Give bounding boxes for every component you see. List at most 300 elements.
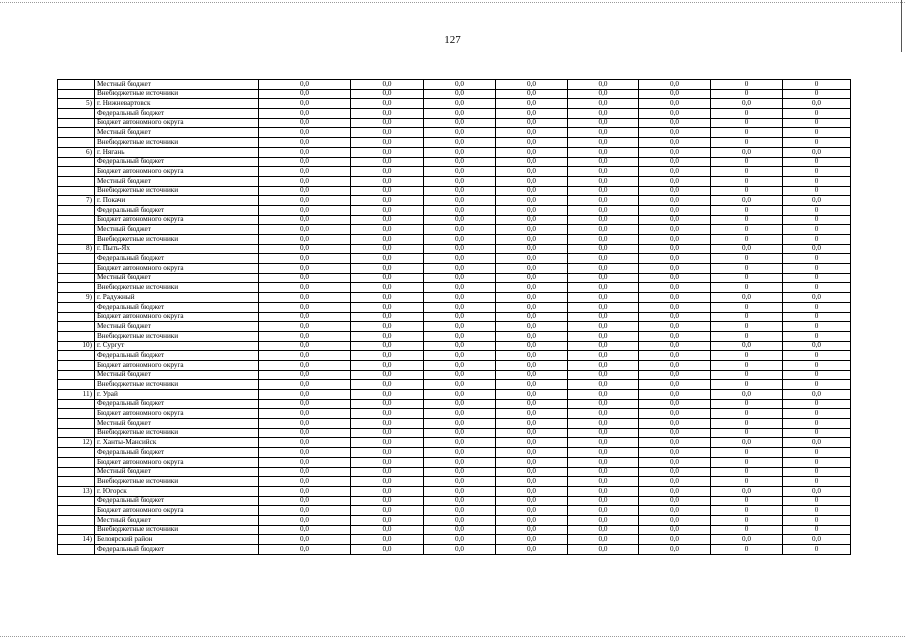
value-cell: 0 xyxy=(711,273,783,283)
value-cell: 0,0 xyxy=(639,448,711,458)
value-cell: 0 xyxy=(711,370,783,380)
value-cell: 0,0 xyxy=(351,215,424,225)
value-cell: 0 xyxy=(783,525,851,535)
value-cell: 0,0 xyxy=(424,486,496,496)
value-cell: 0,0 xyxy=(568,147,639,157)
value-cell: 0 xyxy=(711,351,783,361)
value-cell: 0 xyxy=(711,399,783,409)
value-cell: 0 xyxy=(783,370,851,380)
value-cell: 0,0 xyxy=(783,147,851,157)
value-cell: 0,0 xyxy=(424,399,496,409)
value-cell: 0,0 xyxy=(496,351,568,361)
value-cell: 0,0 xyxy=(259,99,351,109)
value-cell: 0 xyxy=(711,496,783,506)
table-row xyxy=(58,380,851,390)
value-cell: 0 xyxy=(783,419,851,429)
row-label: г. Югорск xyxy=(95,486,259,496)
value-cell: 0 xyxy=(711,128,783,138)
value-cell: 0,0 xyxy=(351,515,424,525)
row-label: Бюджет автономного округа xyxy=(95,360,259,370)
row-label: Внебюджетные источники xyxy=(95,283,259,293)
value-cell: 0,0 xyxy=(639,225,711,235)
value-cell: 0,0 xyxy=(568,128,639,138)
value-cell: 0 xyxy=(783,360,851,370)
row-label: Федеральный бюджет xyxy=(95,399,259,409)
value-cell: 0,0 xyxy=(259,515,351,525)
value-cell: 0,0 xyxy=(259,341,351,351)
value-cell: 0,0 xyxy=(639,244,711,254)
value-cell: 0,0 xyxy=(568,235,639,245)
row-number xyxy=(58,80,95,90)
value-cell: 0,0 xyxy=(259,225,351,235)
row-label: г. Нягань xyxy=(95,147,259,157)
value-cell: 0,0 xyxy=(496,293,568,303)
row-label: Местный бюджет xyxy=(95,419,259,429)
value-cell: 0,0 xyxy=(639,109,711,119)
value-cell: 0,0 xyxy=(639,235,711,245)
table-row xyxy=(58,99,851,109)
value-cell: 0,0 xyxy=(424,118,496,128)
row-label: Федеральный бюджет xyxy=(95,302,259,312)
value-cell: 0,0 xyxy=(424,370,496,380)
table-row xyxy=(58,341,851,351)
value-cell: 0,0 xyxy=(424,186,496,196)
value-cell: 0,0 xyxy=(568,302,639,312)
value-cell: 0 xyxy=(711,360,783,370)
row-number xyxy=(58,273,95,283)
value-cell: 0,0 xyxy=(351,390,424,400)
value-cell: 0,0 xyxy=(639,138,711,148)
row-label: Бюджет автономного округа xyxy=(95,167,259,177)
value-cell: 0,0 xyxy=(639,254,711,264)
value-cell: 0 xyxy=(783,380,851,390)
value-cell: 0,0 xyxy=(259,525,351,535)
table-row xyxy=(58,438,851,448)
value-cell: 0,0 xyxy=(568,545,639,555)
value-cell: 0 xyxy=(711,448,783,458)
value-cell: 0,0 xyxy=(568,215,639,225)
budget-table xyxy=(57,79,851,555)
table-row xyxy=(58,360,851,370)
row-number xyxy=(58,215,95,225)
value-cell: 0,0 xyxy=(259,380,351,390)
value-cell: 0 xyxy=(711,215,783,225)
row-label: Внебюджетные источники xyxy=(95,428,259,438)
value-cell: 0,0 xyxy=(639,157,711,167)
value-cell: 0,0 xyxy=(639,293,711,303)
value-cell: 0,0 xyxy=(568,109,639,119)
value-cell: 0,0 xyxy=(424,419,496,429)
table-row xyxy=(58,428,851,438)
value-cell: 0,0 xyxy=(424,167,496,177)
value-cell: 0 xyxy=(711,157,783,167)
value-cell: 0,0 xyxy=(496,506,568,516)
table-row xyxy=(58,128,851,138)
value-cell: 0,0 xyxy=(568,370,639,380)
value-cell: 0,0 xyxy=(259,399,351,409)
value-cell: 0 xyxy=(783,89,851,99)
value-cell: 0,0 xyxy=(259,486,351,496)
row-label: Местный бюджет xyxy=(95,273,259,283)
value-cell: 0,0 xyxy=(259,186,351,196)
value-cell: 0 xyxy=(783,157,851,167)
value-cell: 0,0 xyxy=(496,99,568,109)
value-cell: 0,0 xyxy=(351,351,424,361)
row-label: Бюджет автономного округа xyxy=(95,264,259,274)
row-number xyxy=(58,457,95,467)
table-row xyxy=(58,167,851,177)
value-cell: 0 xyxy=(711,545,783,555)
value-cell: 0,0 xyxy=(424,215,496,225)
table-row xyxy=(58,457,851,467)
row-number xyxy=(58,515,95,525)
value-cell: 0 xyxy=(783,109,851,119)
value-cell: 0,0 xyxy=(424,322,496,332)
value-cell: 0,0 xyxy=(639,99,711,109)
value-cell: 0,0 xyxy=(639,322,711,332)
value-cell: 0,0 xyxy=(639,535,711,545)
row-number: 5) xyxy=(58,99,95,109)
row-label: г. Радужный xyxy=(95,293,259,303)
value-cell: 0,0 xyxy=(351,312,424,322)
value-cell: 0,0 xyxy=(424,205,496,215)
value-cell: 0,0 xyxy=(639,176,711,186)
row-label: Внебюджетные источники xyxy=(95,477,259,487)
row-label: Федеральный бюджет xyxy=(95,205,259,215)
value-cell: 0,0 xyxy=(639,196,711,206)
row-label: г. Пыть-Ях xyxy=(95,244,259,254)
value-cell: 0,0 xyxy=(351,535,424,545)
value-cell: 0,0 xyxy=(639,390,711,400)
row-number xyxy=(58,351,95,361)
value-cell: 0,0 xyxy=(259,167,351,177)
value-cell: 0 xyxy=(783,331,851,341)
row-label: г. Нижневартовск xyxy=(95,99,259,109)
row-number xyxy=(58,399,95,409)
row-label: Внебюджетные источники xyxy=(95,235,259,245)
table-row xyxy=(58,506,851,516)
value-cell: 0,0 xyxy=(351,89,424,99)
value-cell: 0,0 xyxy=(259,496,351,506)
value-cell: 0 xyxy=(783,138,851,148)
value-cell: 0,0 xyxy=(351,109,424,119)
value-cell: 0 xyxy=(711,225,783,235)
value-cell: 0 xyxy=(783,205,851,215)
value-cell: 0,0 xyxy=(496,80,568,90)
value-cell: 0,0 xyxy=(568,360,639,370)
row-label: Федеральный бюджет xyxy=(95,448,259,458)
row-label: Местный бюджет xyxy=(95,225,259,235)
value-cell: 0,0 xyxy=(711,147,783,157)
value-cell: 0,0 xyxy=(351,341,424,351)
row-number xyxy=(58,225,95,235)
value-cell: 0 xyxy=(783,322,851,332)
value-cell: 0 xyxy=(711,302,783,312)
value-cell: 0 xyxy=(711,205,783,215)
value-cell: 0,0 xyxy=(351,147,424,157)
value-cell: 0,0 xyxy=(351,138,424,148)
value-cell: 0,0 xyxy=(568,419,639,429)
row-number xyxy=(58,322,95,332)
value-cell: 0,0 xyxy=(496,302,568,312)
value-cell: 0 xyxy=(783,302,851,312)
value-cell: 0,0 xyxy=(259,138,351,148)
table-row xyxy=(58,186,851,196)
value-cell: 0 xyxy=(711,118,783,128)
value-cell: 0,0 xyxy=(496,215,568,225)
value-cell: 0,0 xyxy=(568,438,639,448)
value-cell: 0,0 xyxy=(351,176,424,186)
row-label: Местный бюджет xyxy=(95,80,259,90)
value-cell: 0 xyxy=(783,186,851,196)
value-cell: 0,0 xyxy=(496,109,568,119)
value-cell: 0 xyxy=(783,167,851,177)
value-cell: 0 xyxy=(711,419,783,429)
value-cell: 0,0 xyxy=(259,205,351,215)
row-label: Бюджет автономного округа xyxy=(95,506,259,516)
row-label: Местный бюджет xyxy=(95,322,259,332)
row-number xyxy=(58,118,95,128)
value-cell: 0,0 xyxy=(351,360,424,370)
value-cell: 0,0 xyxy=(424,312,496,322)
value-cell: 0,0 xyxy=(259,477,351,487)
value-cell: 0,0 xyxy=(259,264,351,274)
value-cell: 0,0 xyxy=(424,360,496,370)
value-cell: 0 xyxy=(711,457,783,467)
row-number xyxy=(58,235,95,245)
value-cell: 0,0 xyxy=(351,331,424,341)
row-number xyxy=(58,331,95,341)
table-row xyxy=(58,176,851,186)
row-label: Внебюджетные источники xyxy=(95,525,259,535)
value-cell: 0,0 xyxy=(351,545,424,555)
value-cell: 0,0 xyxy=(424,467,496,477)
row-number xyxy=(58,167,95,177)
page-number: 127 xyxy=(444,34,461,46)
value-cell: 0 xyxy=(711,80,783,90)
row-label: Федеральный бюджет xyxy=(95,545,259,555)
value-cell: 0,0 xyxy=(351,157,424,167)
value-cell: 0,0 xyxy=(639,341,711,351)
value-cell: 0,0 xyxy=(351,419,424,429)
value-cell: 0,0 xyxy=(424,138,496,148)
value-cell: 0,0 xyxy=(496,438,568,448)
table-row xyxy=(58,351,851,361)
value-cell: 0,0 xyxy=(496,244,568,254)
value-cell: 0,0 xyxy=(424,428,496,438)
value-cell: 0,0 xyxy=(568,167,639,177)
value-cell: 0,0 xyxy=(351,225,424,235)
value-cell: 0 xyxy=(783,496,851,506)
row-number xyxy=(58,186,95,196)
row-label: г. Ханты-Мансийск xyxy=(95,438,259,448)
value-cell: 0,0 xyxy=(568,225,639,235)
row-number xyxy=(58,467,95,477)
value-cell: 0,0 xyxy=(424,341,496,351)
value-cell: 0,0 xyxy=(259,331,351,341)
row-label: Местный бюджет xyxy=(95,128,259,138)
value-cell: 0,0 xyxy=(496,360,568,370)
value-cell: 0 xyxy=(783,254,851,264)
value-cell: 0,0 xyxy=(424,525,496,535)
value-cell: 0,0 xyxy=(259,390,351,400)
row-label: Внебюджетные источники xyxy=(95,186,259,196)
value-cell: 0,0 xyxy=(424,225,496,235)
value-cell: 0,0 xyxy=(783,486,851,496)
row-label: Бюджет автономного округа xyxy=(95,457,259,467)
value-cell: 0,0 xyxy=(351,457,424,467)
value-cell: 0 xyxy=(783,428,851,438)
row-label: Федеральный бюджет xyxy=(95,496,259,506)
value-cell: 0,0 xyxy=(351,409,424,419)
value-cell: 0,0 xyxy=(351,80,424,90)
value-cell: 0,0 xyxy=(259,254,351,264)
value-cell: 0,0 xyxy=(496,205,568,215)
row-number: 13) xyxy=(58,486,95,496)
row-label: Федеральный бюджет xyxy=(95,109,259,119)
value-cell: 0,0 xyxy=(424,235,496,245)
table-row xyxy=(58,244,851,254)
value-cell: 0,0 xyxy=(568,273,639,283)
value-cell: 0,0 xyxy=(259,506,351,516)
value-cell: 0,0 xyxy=(424,147,496,157)
value-cell: 0,0 xyxy=(496,312,568,322)
row-number xyxy=(58,176,95,186)
value-cell: 0,0 xyxy=(568,467,639,477)
value-cell: 0,0 xyxy=(259,322,351,332)
value-cell: 0,0 xyxy=(496,147,568,157)
value-cell: 0,0 xyxy=(639,457,711,467)
value-cell: 0,0 xyxy=(496,545,568,555)
value-cell: 0,0 xyxy=(259,302,351,312)
value-cell: 0,0 xyxy=(259,157,351,167)
value-cell: 0,0 xyxy=(351,428,424,438)
value-cell: 0,0 xyxy=(568,535,639,545)
value-cell: 0,0 xyxy=(568,477,639,487)
value-cell: 0 xyxy=(711,89,783,99)
value-cell: 0,0 xyxy=(496,486,568,496)
value-cell: 0 xyxy=(783,118,851,128)
value-cell: 0,0 xyxy=(496,457,568,467)
table-row xyxy=(58,215,851,225)
value-cell: 0,0 xyxy=(568,89,639,99)
row-label: Местный бюджет xyxy=(95,370,259,380)
value-cell: 0 xyxy=(783,128,851,138)
value-cell: 0 xyxy=(783,467,851,477)
value-cell: 0,0 xyxy=(496,167,568,177)
value-cell: 0,0 xyxy=(259,360,351,370)
row-label: Внебюджетные источники xyxy=(95,138,259,148)
value-cell: 0,0 xyxy=(568,293,639,303)
value-cell: 0,0 xyxy=(496,264,568,274)
value-cell: 0,0 xyxy=(496,176,568,186)
row-label: Бюджет автономного округа xyxy=(95,215,259,225)
value-cell: 0,0 xyxy=(496,467,568,477)
table-row xyxy=(58,283,851,293)
value-cell: 0,0 xyxy=(424,176,496,186)
row-number xyxy=(58,109,95,119)
value-cell: 0,0 xyxy=(711,390,783,400)
table-row xyxy=(58,467,851,477)
row-number xyxy=(58,496,95,506)
value-cell: 0,0 xyxy=(568,196,639,206)
value-cell: 0,0 xyxy=(496,118,568,128)
table-row xyxy=(58,196,851,206)
row-label: Внебюджетные источники xyxy=(95,89,259,99)
value-cell: 0,0 xyxy=(496,254,568,264)
value-cell: 0,0 xyxy=(639,496,711,506)
value-cell: 0,0 xyxy=(259,457,351,467)
value-cell: 0,0 xyxy=(568,496,639,506)
value-cell: 0 xyxy=(783,545,851,555)
value-cell: 0 xyxy=(783,351,851,361)
value-cell: 0 xyxy=(711,322,783,332)
value-cell: 0 xyxy=(711,506,783,516)
row-number xyxy=(58,157,95,167)
value-cell: 0,0 xyxy=(568,157,639,167)
value-cell: 0,0 xyxy=(424,109,496,119)
row-number xyxy=(58,264,95,274)
value-cell: 0 xyxy=(711,283,783,293)
value-cell: 0,0 xyxy=(568,341,639,351)
table-row xyxy=(58,545,851,555)
value-cell: 0,0 xyxy=(259,128,351,138)
value-cell: 0,0 xyxy=(351,273,424,283)
value-cell: 0,0 xyxy=(424,506,496,516)
table-row xyxy=(58,147,851,157)
row-number: 10) xyxy=(58,341,95,351)
value-cell: 0,0 xyxy=(351,496,424,506)
value-cell: 0,0 xyxy=(568,457,639,467)
value-cell: 0,0 xyxy=(351,302,424,312)
table-row xyxy=(58,225,851,235)
row-label: Местный бюджет xyxy=(95,176,259,186)
row-label: Федеральный бюджет xyxy=(95,254,259,264)
value-cell: 0,0 xyxy=(496,186,568,196)
value-cell: 0,0 xyxy=(496,283,568,293)
value-cell: 0,0 xyxy=(424,457,496,467)
value-cell: 0,0 xyxy=(351,448,424,458)
value-cell: 0,0 xyxy=(639,215,711,225)
value-cell: 0,0 xyxy=(424,99,496,109)
value-cell: 0,0 xyxy=(568,283,639,293)
value-cell: 0,0 xyxy=(496,235,568,245)
table-row xyxy=(58,496,851,506)
value-cell: 0,0 xyxy=(639,80,711,90)
value-cell: 0 xyxy=(711,477,783,487)
value-cell: 0 xyxy=(711,176,783,186)
row-label: Внебюджетные источники xyxy=(95,331,259,341)
value-cell: 0,0 xyxy=(639,283,711,293)
row-number xyxy=(58,254,95,264)
table-row xyxy=(58,89,851,99)
row-number xyxy=(58,370,95,380)
value-cell: 0,0 xyxy=(496,322,568,332)
value-cell: 0,0 xyxy=(424,535,496,545)
value-cell: 0,0 xyxy=(424,128,496,138)
value-cell: 0,0 xyxy=(639,118,711,128)
value-cell: 0,0 xyxy=(639,515,711,525)
value-cell: 0,0 xyxy=(424,438,496,448)
value-cell: 0,0 xyxy=(259,244,351,254)
row-label: Местный бюджет xyxy=(95,467,259,477)
row-label: г. Сургут xyxy=(95,341,259,351)
value-cell: 0,0 xyxy=(568,80,639,90)
table-row xyxy=(58,273,851,283)
table-row xyxy=(58,312,851,322)
value-cell: 0,0 xyxy=(783,438,851,448)
table-row xyxy=(58,486,851,496)
